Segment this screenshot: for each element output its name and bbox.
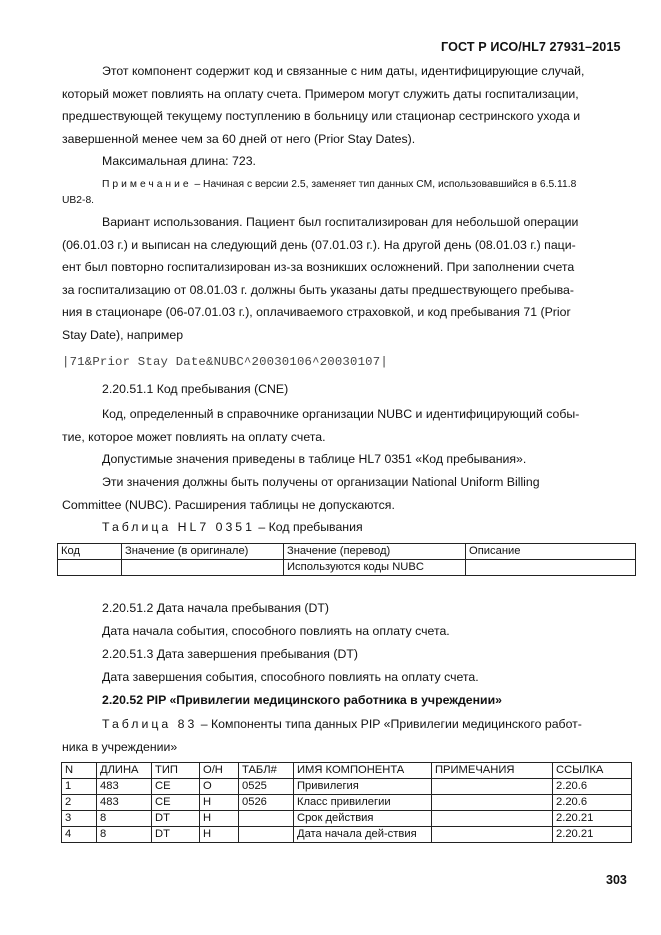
paragraph-start-date: Дата начала события, способного повлиять на оплату счета. (102, 624, 450, 638)
table-cell: 0526 (239, 795, 294, 811)
note (62, 177, 630, 209)
table-cell: 4 (62, 827, 97, 843)
text-line: ент был повторно госпитализирован из-за возникших осложнений. При заполнении счета (62, 260, 575, 274)
text-line: Committee (NUBC). Расширения таблицы не допускаются. (62, 497, 395, 512)
header-cell: Описание (466, 544, 636, 560)
table-cell: 2.20.21 (553, 827, 632, 843)
paragraph-end-date: Дата завершения события, способного повлиять на оплату счета. (102, 670, 479, 684)
table-cell (239, 811, 294, 827)
text-line: Этот компонент содержит код и связанные с ним даты, идентифицирующие случай, (102, 64, 585, 78)
table-cell: 1 (62, 779, 97, 795)
note-text: – Начиная с версии 2.5, заменяет тип данных CM, использовавшийся в 6.5.11.8 (191, 179, 577, 190)
text-line: Эти значения должны быть получены от организации National Uniform Billing (102, 475, 540, 489)
section-title-2-20-52: 2.20.52 PIP «Привилегии медицинского работника в учреждении» (102, 693, 503, 707)
header-cell: ССЫЛКА (553, 763, 632, 779)
table-cell (466, 560, 636, 576)
paragraph-use-case (62, 211, 630, 346)
running-header: ГОСТ Р ИСО/HL7 27931–2015 (441, 40, 621, 54)
section-title-2-20-51-2: 2.20.51.2 Дата начала пребывания (DT) (102, 601, 330, 615)
text-line: тие, которое может повлиять на оплату счета. (62, 429, 326, 444)
text-line: ния в стационаре (06-07.01.03 г.), оплачиваемого страховкой, и код пребывания 71 (Prior (62, 305, 571, 319)
caption-label: Таблица 83 (102, 717, 198, 731)
table-cell (58, 560, 122, 576)
header-cell: Значение (в оригинале) (122, 544, 284, 560)
table-cell: 2.20.6 (553, 779, 632, 795)
table-caption-83 (62, 713, 630, 758)
text-line: предшествующей текущему поступлению в больницу или стационар сестринского ухода и (62, 109, 581, 123)
caption-text: – Код пребывания (254, 520, 363, 534)
header-cell: О/Н (200, 763, 239, 779)
text-line: который может повлиять на оплату счета. Примером могут служить даты госпитализации, (62, 86, 579, 101)
header-cell: ДЛИНА (97, 763, 152, 779)
text-line: завершенной менее чем за 60 дней от него (Prior Stay Dates). (62, 131, 416, 146)
table-cell: Н (200, 795, 239, 811)
table-header-row (58, 544, 636, 560)
header-cell: ТИП (152, 763, 200, 779)
table-hl7-0351 (57, 543, 636, 576)
table-cell: 2.20.21 (553, 811, 632, 827)
table-header-row (62, 763, 632, 779)
table-cell (432, 779, 553, 795)
table-caption-hl7-0351 (102, 520, 363, 534)
header-cell: N (62, 763, 97, 779)
table-cell: Н (200, 811, 239, 827)
text-line: за госпитализацию от 08.01.03 г. должны быть указаны даты предшествующего пребыва- (62, 282, 574, 297)
table-cell: 2 (62, 795, 97, 811)
table-cell: 2.20.6 (553, 795, 632, 811)
table-cell: O (200, 779, 239, 795)
table-cell: CE (152, 795, 200, 811)
max-length: Максимальная длина: 723. (102, 154, 256, 168)
note-label: Примечание (102, 179, 192, 190)
table-cell: CE (152, 779, 200, 795)
header-cell: Значение (перевод) (284, 544, 466, 560)
table-cell: Н (200, 827, 239, 843)
table-cell: 8 (97, 811, 152, 827)
caption-text: – Компоненты типа данных PIP «Привилегии медицинского работ- (197, 717, 582, 731)
table-row (62, 827, 632, 843)
table-cell: 483 (97, 779, 152, 795)
table-cell: Срок действия (294, 811, 432, 827)
table-row (62, 811, 632, 827)
table-cell (432, 795, 553, 811)
table-cell: Класс привилегии (294, 795, 432, 811)
text-line: Вариант использования. Пациент был госпитализирован для небольшой операции (102, 215, 579, 229)
table-row (62, 779, 632, 795)
paragraph-code-definition (62, 403, 630, 448)
page-number: 303 (606, 873, 627, 887)
table-cell: 8 (97, 827, 152, 843)
table-cell (432, 811, 553, 827)
table-cell: Привилегия (294, 779, 432, 795)
table-row (58, 560, 636, 576)
table-cell: 483 (97, 795, 152, 811)
table-cell: 3 (62, 811, 97, 827)
paragraph-component-description (62, 60, 630, 150)
paragraph-nubc (62, 471, 630, 516)
table-cell: 0525 (239, 779, 294, 795)
table-cell: DT (152, 811, 200, 827)
header-cell: Код (58, 544, 122, 560)
note-text-2: UB2-8. (62, 195, 95, 206)
section-title-2-20-51-3: 2.20.51.3 Дата завершения пребывания (DT) (102, 647, 358, 661)
table-cell (432, 827, 553, 843)
caption-text-2: ника в учреждении» (62, 739, 178, 754)
table-cell (122, 560, 284, 576)
text-line: (06.01.03 г.) и выписан на следующий день (07.01.03 г.). На другой день (08.01.03 г.) паци- (62, 237, 576, 252)
table-83-pip-components (61, 762, 632, 843)
caption-label: Таблица HL7 0351 (102, 520, 255, 534)
table-cell: DT (152, 827, 200, 843)
header-cell: ПРИМЕЧАНИЯ (432, 763, 553, 779)
table-cell: Дата начала дей-ствия (294, 827, 432, 843)
text-line: Код, определенный в справочнике организации NUBC и идентифицирующий собы- (102, 407, 580, 421)
table-cell: Используются коды NUBC (284, 560, 466, 576)
text-line: Stay Date), например (62, 327, 184, 342)
section-title-2-20-51-1: 2.20.51.1 Код пребывания (CNE) (102, 382, 289, 396)
example-code: |71&Prior Stay Date&NUBC^20030106^20030107| (62, 355, 388, 369)
table-row (62, 795, 632, 811)
header-cell: ИМЯ КОМПОНЕНТА (294, 763, 432, 779)
paragraph-allowed-values: Допустимые значения приведены в таблице HL7 0351 «Код пребывания». (102, 452, 527, 466)
table-cell (239, 827, 294, 843)
header-cell: ТАБЛ# (239, 763, 294, 779)
